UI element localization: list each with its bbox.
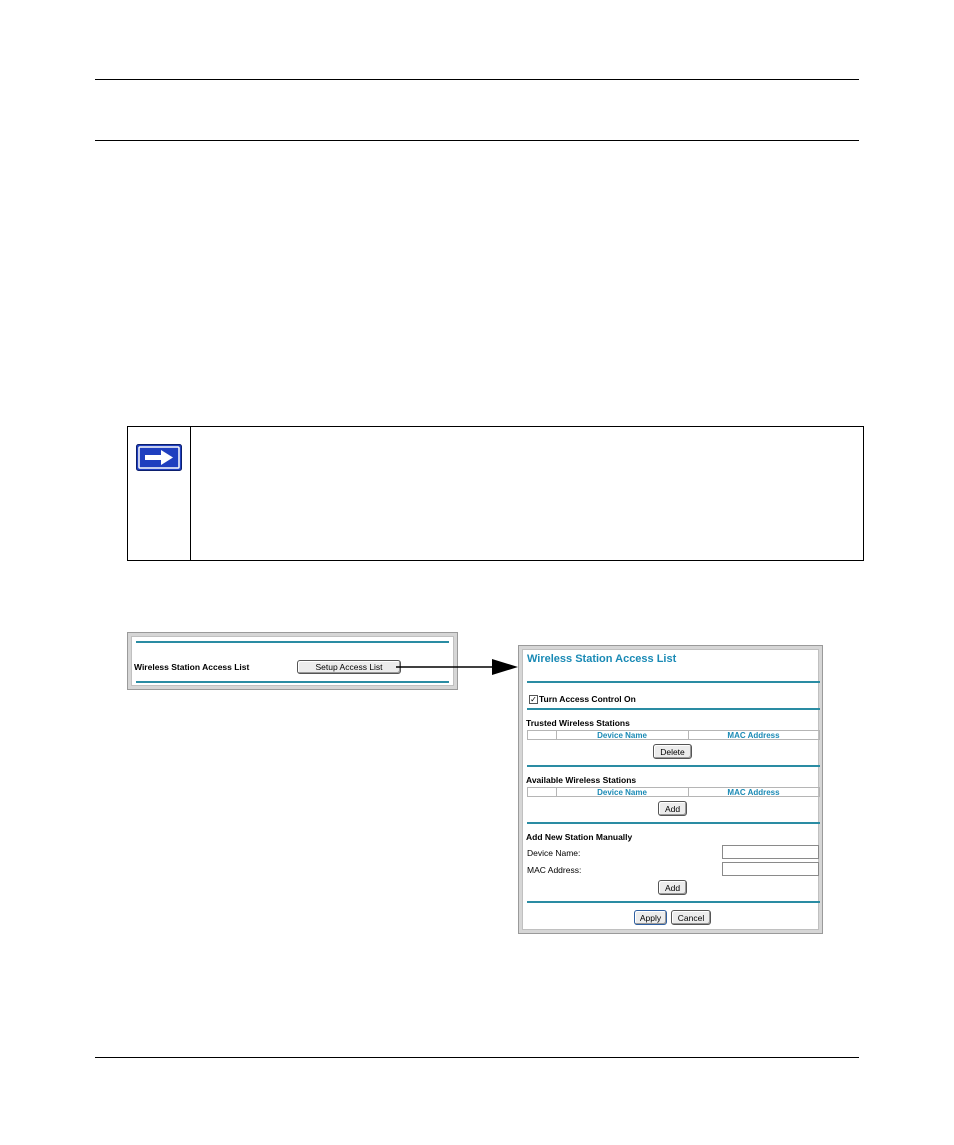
delete-button[interactable]: Delete xyxy=(653,744,692,759)
access-list-panel xyxy=(518,645,823,934)
section-line-4 xyxy=(527,901,820,903)
available-stations-heading: Available Wireless Stations xyxy=(526,775,637,785)
trusted-col-mac-address: MAC Address xyxy=(727,731,780,740)
add-manual-button[interactable]: Add xyxy=(658,880,687,895)
header-rule-top xyxy=(95,79,859,80)
section-line-1 xyxy=(527,708,820,710)
footer-rule xyxy=(95,1057,859,1058)
available-col-device-name: Device Name xyxy=(597,788,647,797)
panel-title: Wireless Station Access List xyxy=(527,653,677,665)
connector-arrow xyxy=(396,655,520,679)
access-control-checkbox[interactable]: ✓ xyxy=(530,695,537,704)
device-name-label: Device Name: xyxy=(527,848,581,858)
add-available-button[interactable]: Add xyxy=(658,801,687,816)
panel-top-line xyxy=(136,641,449,643)
trusted-stations-table xyxy=(527,730,820,740)
access-control-label: Turn Access Control On xyxy=(539,694,636,704)
setup-access-list-button[interactable]: Setup Access List xyxy=(297,660,401,674)
trusted-col-device-name: Device Name xyxy=(597,731,647,740)
device-name-input[interactable] xyxy=(722,845,819,859)
section-line-2 xyxy=(527,765,820,767)
mac-address-label: MAC Address: xyxy=(527,865,582,875)
cancel-button[interactable]: Cancel xyxy=(671,910,711,925)
apply-button[interactable]: Apply xyxy=(634,910,667,925)
note-divider xyxy=(190,427,191,560)
wireless-station-access-list-label: Wireless Station Access List xyxy=(134,662,250,672)
available-col-mac-address: MAC Address xyxy=(727,788,780,797)
note-box xyxy=(127,426,864,561)
title-underline xyxy=(527,681,820,683)
header-rule-bottom xyxy=(95,140,859,141)
panel-bottom-line xyxy=(136,681,449,683)
trusted-stations-heading: Trusted Wireless Stations xyxy=(526,718,630,728)
arrow-right-icon xyxy=(136,444,182,471)
section-line-3 xyxy=(527,822,820,824)
available-stations-table xyxy=(527,787,820,797)
add-manually-heading: Add New Station Manually xyxy=(526,832,633,842)
mac-address-input[interactable] xyxy=(722,862,819,876)
